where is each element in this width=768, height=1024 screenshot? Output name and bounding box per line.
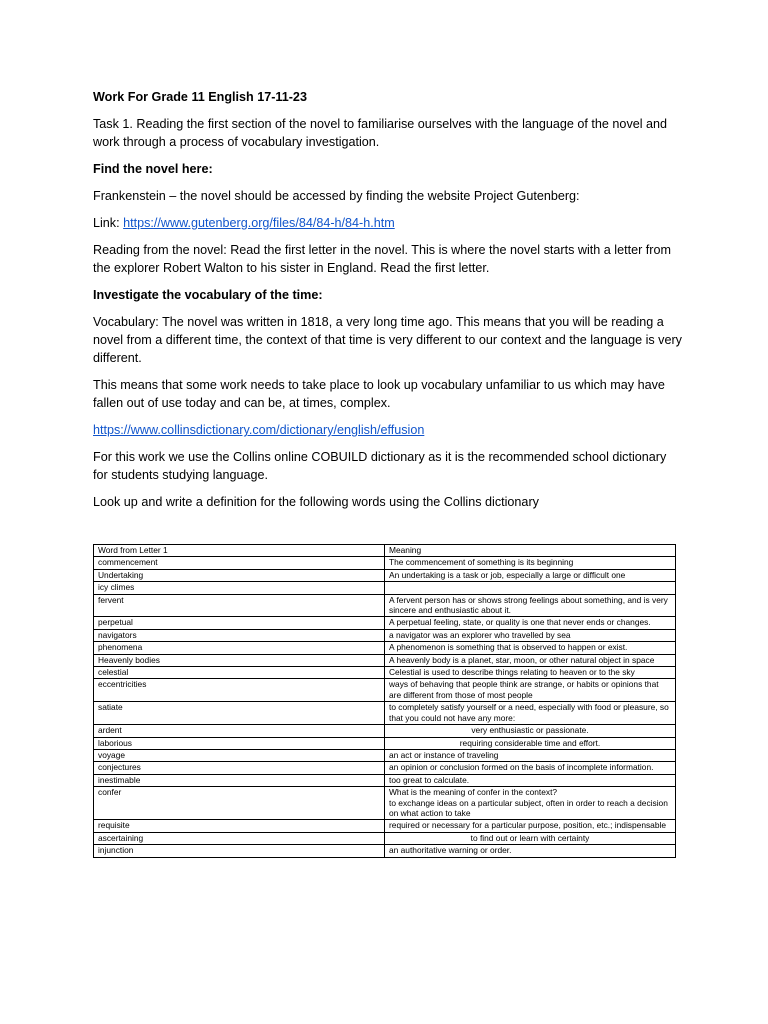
table-row — [94, 617, 676, 629]
meaning-cell: What is the meaning of confer in the context? to exchange ideas on a particular subject, often in order to reach a decision on what action to take — [385, 787, 676, 820]
meaning-cell: too great to calculate. — [385, 774, 676, 786]
word-cell: phenomena — [94, 642, 385, 654]
table-row — [94, 582, 676, 594]
word-cell: injunction — [94, 845, 385, 857]
table-row — [94, 749, 676, 761]
meaning-cell: to find out or learn with certainty — [385, 832, 676, 844]
meaning-cell: A perpetual feeling, state, or quality is one that never ends or changes. — [385, 617, 676, 629]
table-row — [94, 845, 676, 857]
word-cell: voyage — [94, 749, 385, 761]
word-cell: laborious — [94, 737, 385, 749]
table-row — [94, 569, 676, 581]
vocabulary-table — [93, 544, 676, 858]
collins-link-line — [93, 421, 683, 439]
page-heading: Work For Grade 11 English 17-11-23 — [93, 90, 307, 104]
word-cell: satiate — [94, 702, 385, 725]
word-cell: commencement — [94, 557, 385, 569]
table-header-row — [94, 545, 676, 557]
table-body — [94, 557, 676, 857]
unfamiliar-vocab-paragraph: This means that some work needs to take place to look up vocabulary unfamiliar to us which may have fallen out of use today and can be, at times, complex. — [93, 378, 665, 410]
meaning-cell: an authoritative warning or order. — [385, 845, 676, 857]
meaning-cell — [385, 582, 676, 594]
word-cell: inestimable — [94, 774, 385, 786]
meaning-cell: A heavenly body is a planet, star, moon, or other natural object in space — [385, 654, 676, 666]
meaning-cell: The commencement of something is its beginning — [385, 557, 676, 569]
novel-access-paragraph: Frankenstein – the novel should be accessed by finding the website Project Gutenberg: — [93, 189, 580, 203]
gutenberg-link-line — [93, 214, 683, 232]
meaning-cell: A phenomenon is something that is observed to happen or exist. — [385, 642, 676, 654]
find-novel-heading: Find the novel here: — [93, 162, 213, 176]
table-row — [94, 762, 676, 774]
word-cell: navigators — [94, 629, 385, 641]
link-label: Link: — [93, 216, 124, 230]
meaning-cell: a navigator was an explorer who travelled by sea — [385, 629, 676, 641]
gutenberg-link[interactable]: https://www.gutenberg.org/files/84/84-h/84-h.htm — [123, 216, 395, 230]
table-row — [94, 642, 676, 654]
vocabulary-table-wrapper — [93, 544, 676, 858]
table-row — [94, 629, 676, 641]
word-cell: ardent — [94, 725, 385, 737]
vocab-heading: Investigate the vocabulary of the time: — [93, 288, 323, 302]
table-row — [94, 557, 676, 569]
meaning-cell: required or necessary for a particular purpose, position, etc.; indispensable — [385, 820, 676, 832]
word-cell: perpetual — [94, 617, 385, 629]
word-cell: eccentricities — [94, 679, 385, 702]
word-cell: requisite — [94, 820, 385, 832]
meaning-cell: an act or instance of traveling — [385, 749, 676, 761]
collins-link[interactable]: https://www.collinsdictionary.com/dictionary/english/effusion — [93, 423, 425, 437]
table-row — [94, 820, 676, 832]
meaning-cell: An undertaking is a task or job, especially a large or difficult one — [385, 569, 676, 581]
table-row — [94, 725, 676, 737]
word-cell: celestial — [94, 667, 385, 679]
word-cell: Heavenly bodies — [94, 654, 385, 666]
word-cell: Undertaking — [94, 569, 385, 581]
collins-paragraph: For this work we use the Collins online COBUILD dictionary as it is the recommended school dictionary for students studying language. — [93, 450, 667, 482]
header-word: Word from Letter 1 — [94, 545, 385, 557]
word-cell: icy climes — [94, 582, 385, 594]
meaning-cell: A fervent person has or shows strong feelings about something, and is very sincere and enthusiastic about it. — [385, 594, 676, 617]
table-row — [94, 594, 676, 617]
word-cell: conjectures — [94, 762, 385, 774]
table-row — [94, 667, 676, 679]
document-body — [93, 84, 683, 511]
vocabulary-paragraph: Vocabulary: The novel was written in 1818, a very long time ago. This means that you will be reading a novel from a different time, the context of that time is very different to our context and the language is very different. — [93, 315, 682, 365]
header-meaning: Meaning — [385, 545, 676, 557]
reading-instructions: Reading from the novel: Read the first letter in the novel. This is where the novel starts with a letter from the explorer Robert Walton to his sister in England. Read the first letter. — [93, 243, 671, 275]
table-row — [94, 832, 676, 844]
meaning-cell: to completely satisfy yourself or a need, especially with food or pleasure, so that you could not have any more: — [385, 702, 676, 725]
table-row — [94, 774, 676, 786]
meaning-cell: an opinion or conclusion formed on the basis of incomplete information. — [385, 762, 676, 774]
task-1-paragraph: Task 1. Reading the first section of the novel to familiarise ourselves with the language of the novel and work through a process of vocabulary investigation. — [93, 117, 668, 149]
word-cell: fervent — [94, 594, 385, 617]
meaning-cell: very enthusiastic or passionate. — [385, 725, 676, 737]
table-row — [94, 679, 676, 702]
table-row — [94, 654, 676, 666]
meaning-cell: ways of behaving that people think are strange, or habits or opinions that are different from those of most people — [385, 679, 676, 702]
table-row — [94, 702, 676, 725]
table-row — [94, 787, 676, 820]
meaning-cell: Celestial is used to describe things relating to heaven or to the sky — [385, 667, 676, 679]
table-row — [94, 737, 676, 749]
meaning-cell: requiring considerable time and effort. — [385, 737, 676, 749]
word-cell: confer — [94, 787, 385, 820]
word-cell: ascertaining — [94, 832, 385, 844]
lookup-instructions: Look up and write a definition for the following words using the Collins dictionary — [93, 495, 539, 509]
